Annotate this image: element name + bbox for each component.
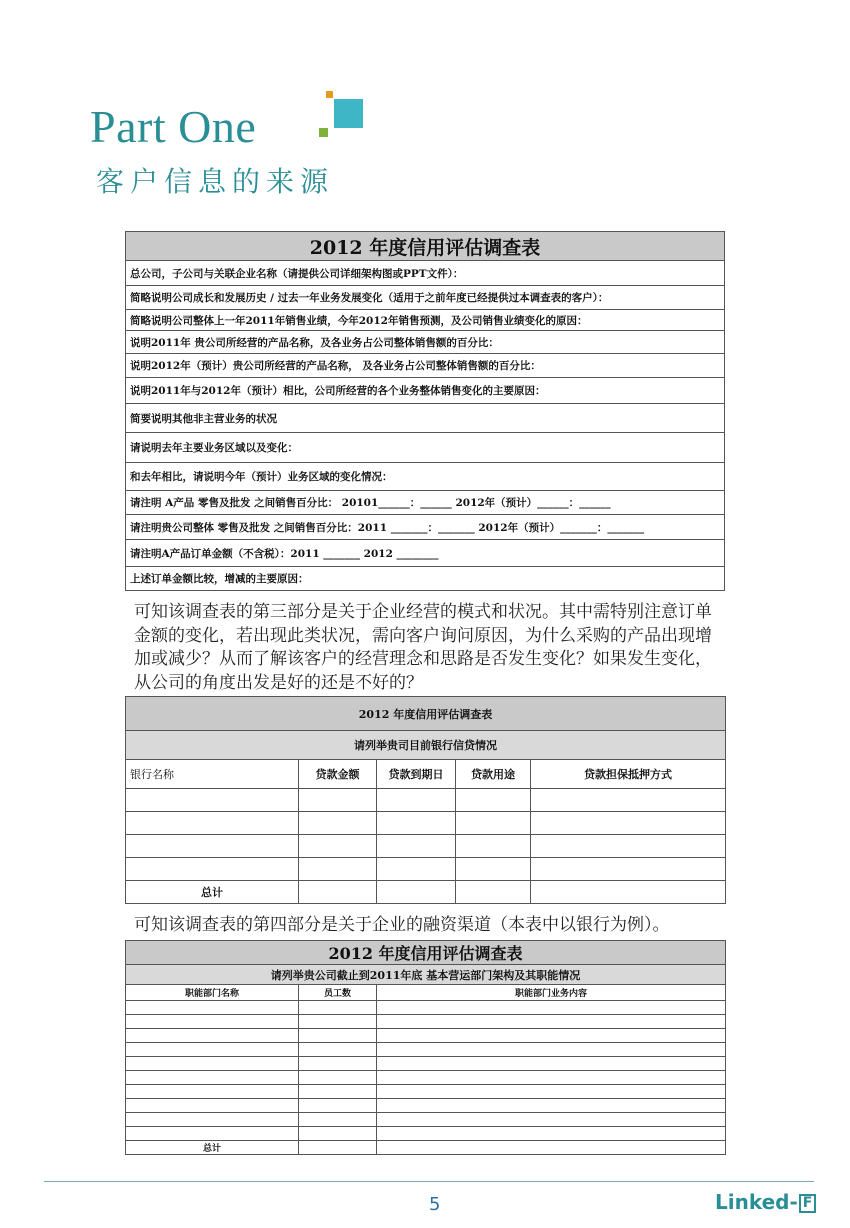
survey-title: 2012 年度信用评估调查表	[126, 697, 726, 731]
table-row	[126, 812, 726, 835]
column-header-duties: 职能部门业务内容	[377, 985, 726, 1001]
credit-survey-table-departments	[125, 940, 726, 1155]
survey-question: 请注明 A产品 零售及批发 之间销售百分比： 20101______：______ 2012年（预计）______：______	[126, 491, 725, 515]
survey-question: 请注明A产品订单金额（不含税）：2011 _______ 2012 ________	[126, 540, 725, 567]
decorative-square-teal	[334, 99, 363, 128]
column-header-due-date: 贷款到期日	[377, 760, 456, 789]
page-subtitle: 客户信息的来源	[96, 165, 335, 198]
explanation-paragraph-financing: 可知该调查表的第四部分是关于企业的融资渠道（本表中以银行为例）。	[134, 915, 670, 935]
survey-question: 总公司，子公司与关联企业名称（请提供公司详细架构图或PPT文件）：	[126, 261, 725, 286]
table-row	[126, 1085, 726, 1099]
table-row	[126, 1043, 726, 1057]
table-row	[126, 1113, 726, 1127]
survey-question: 和去年相比，请说明今年（预计）业务区域的变化情况：	[126, 463, 725, 491]
decorative-square-orange	[326, 91, 333, 98]
survey-question: 说明2012年（预计）贵公司所经营的产品名称， 及各业务占公司整体销售额的百分比：	[126, 354, 725, 378]
brand-logo	[715, 1190, 816, 1214]
total-label: 总计	[126, 1141, 299, 1155]
table-total-row	[126, 881, 726, 904]
table-row	[126, 858, 726, 881]
survey-question: 简略说明公司成长和发展历史 / 过去一年业务发展变化（适用于之前年度已经提供过本调查表的客户）：	[126, 286, 725, 310]
page-title: Part One	[90, 101, 257, 152]
table-row	[126, 1071, 726, 1085]
column-header-staff-count: 员工数	[299, 985, 377, 1001]
column-header-bank-name: 银行名称	[126, 760, 299, 789]
survey-question: 说明2011年 贵公司所经营的产品名称，及各业务占公司整体销售额的百分比：	[126, 331, 725, 354]
credit-survey-table-bank-loans	[125, 696, 726, 904]
brand-mark: F	[799, 1194, 817, 1213]
survey-question: 简略说明公司整体上一年2011年销售业绩，今年2012年销售预测，及公司销售业绩变化的原因：	[126, 310, 725, 331]
table-row	[126, 1015, 726, 1029]
explanation-paragraph-operations: 可知该调查表的第三部分是关于企业经营的模式和状况。其中需特别注意订单金额的变化，若出现此类状况，需向客户询问原因，为什么采购的产品出现增加或减少？从而了解该客户的经营理念和思路是否发生变化？如果发生变化，从公司的角度出发是好的还是不好的？	[134, 602, 712, 693]
table-total-row	[126, 1141, 726, 1155]
survey-question: 请说明去年主要业务区域以及变化：	[126, 433, 725, 463]
table-row	[126, 1057, 726, 1071]
survey-title: 2012 年度信用评估调查表	[126, 941, 726, 965]
column-header-loan-purpose: 贷款用途	[456, 760, 531, 789]
total-label: 总计	[126, 881, 299, 904]
table-row	[126, 1127, 726, 1141]
column-header-department: 职能部门名称	[126, 985, 299, 1001]
survey-question: 上述订单金额比较，增减的主要原因：	[126, 567, 725, 591]
footer-divider	[44, 1181, 814, 1182]
survey-title: 2012 年度信用评估调查表	[126, 232, 725, 261]
table-row	[126, 789, 726, 812]
table-row	[126, 835, 726, 858]
table-row	[126, 1001, 726, 1015]
table-row	[126, 1029, 726, 1043]
survey-question: 请注明贵公司整体 零售及批发 之间销售百分比：2011 _______：_______ 2012年（预计）_______：_______	[126, 515, 725, 540]
survey-subtitle: 请列举贵公司截止到2011年底 基本营运部门架构及其职能情况	[126, 965, 726, 985]
credit-survey-table-operations	[125, 231, 725, 591]
column-header-loan-amount: 贷款金额	[299, 760, 377, 789]
page-number: 5	[429, 1194, 441, 1215]
brand-name: Linked-	[715, 1190, 798, 1214]
decorative-square-green	[319, 128, 328, 137]
survey-question: 简要说明其他非主营业务的状况	[126, 404, 725, 433]
survey-question: 说明2011年与2012年（预计）相比，公司所经营的各个业务整体销售变化的主要原因：	[126, 378, 725, 404]
table-row	[126, 1099, 726, 1113]
survey-subtitle: 请列举贵司目前银行信贷情况	[126, 731, 726, 760]
column-header-collateral: 贷款担保抵押方式	[531, 760, 726, 789]
